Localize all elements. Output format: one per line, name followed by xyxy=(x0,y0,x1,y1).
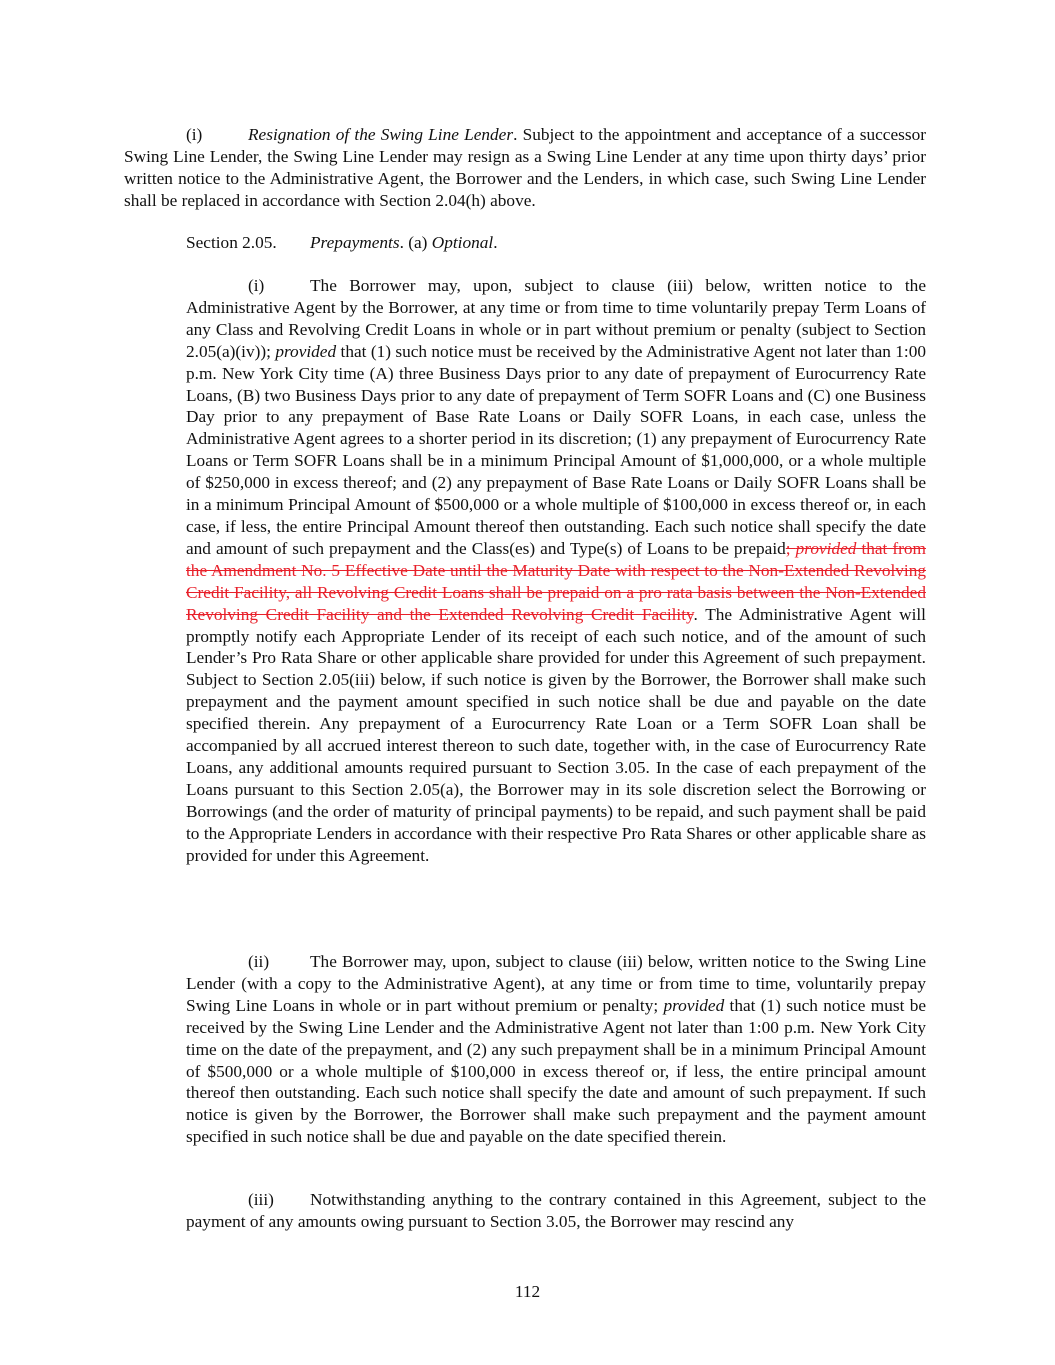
paragraph-body: . Subject to the appointment and acceptance of a successor Swing Line Lender, the Swing Line Lender may resign as a Swing Line Lender at any time upon thirty days’ prior written notice to the Administrative Agent, the Borrower and the Lenders, in which case, such Swing Line Lender shall be replaced in accordance with Section 2.04(h) above. xyxy=(124,125,926,210)
provided-term: provided xyxy=(275,341,337,361)
subparagraph-text: . The Administrative Agent will promptly notify each Appropriate Lender of its receipt of each such notice, and of the amount of such Lender’s Pro Rata Share or other applicable share provided for under this Agreement of such prepayment. Subject to Section 2.05(iii) below, if such notice is given by the Borrower, the Borrower shall make such prepayment and the payment amount specified in such notice shall be due and payable on the date specified therein. Any prepayment of a Eurocurrency Rate Loan or a Term SOFR Loan shall be accompanied by all accrued interest thereon to such date, together with, in the case of Eurocurrency Rate Loans, any additional amounts required pursuant to Section 3.05. In the case of each prepayment of the Loans pursuant to this Section 2.05(a), the Borrower may in its sole discretion select the Borrowing or Borrowings (and the order of maturity of principal payments) to be repaid, and such payment shall be paid to the Appropriate Lenders in accordance with their respective Pro Rata Shares or other applicable share as provided for under this Agreement. xyxy=(186,604,926,865)
section-separator: . (a) xyxy=(399,233,432,252)
subparagraph-text: The Borrower may, upon, subject to clause (iii) below, written notice to the Administrative Agent by the Borrower, at any time or from time to time voluntarily prepay Term Loans of any Class and Revolving Credit Loans in whole or in part without premium or penalty (subject to Section 2.05(a)(iv)); xyxy=(186,276,926,361)
subparagraph-iii-rescission xyxy=(186,1189,926,1233)
subparagraph-text: Notwithstanding anything to the contrary contained in this Agreement, subject to the payment of any amounts owing pursuant to Section 3.05, the Borrower may rescind any xyxy=(186,1190,926,1231)
section-number: Section 2.05. xyxy=(186,233,277,252)
subparagraph-i-optional-prepayment xyxy=(186,275,926,866)
subparagraph-text: The Borrower may, upon, subject to clause (iii) below, written notice to the Swing Line Lender (with a copy to the Administrative Agent), at any time or from time to time, voluntarily prepay Swing Line Loans in whole or in part without premium or penalty; xyxy=(186,952,926,1015)
paragraph-title: Resignation of the Swing Line Lender xyxy=(248,125,514,144)
section-heading xyxy=(186,232,926,254)
paragraph-number: (i) xyxy=(186,125,203,144)
subparagraph-number: (ii) xyxy=(248,952,270,971)
subparagraph-text: that (1) such notice must be received by the Swing Line Lender and the Administrative Agent not later than 1:00 p.m. New York City time on the date of the prepayment, and (2) any such prepayment shall be in a minimum Principal Amount of $500,000 or a whole multiple of $100,000 in excess thereof or, if less, the entire principal amount thereof then outstanding. Each such notice shall specify the date and amount of such prepayment. If such notice is given by the Borrower, the Borrower shall make such prepayment and the payment amount specified in such notice shall be due and payable on the date specified therein. xyxy=(186,995,926,1147)
section-end: . xyxy=(493,233,498,252)
subparagraph-text: that (1) such notice must be received by the Administrative Agent not later than 1:00 p.m. New York City time (A) three Business Days prior to any date of prepayment of Eurocurrency Rate Loans, (B) two Business Days prior to any date of prepayment of Term SOFR Loans and (C) one Business Day prior to any prepayment of Base Rate Loans or Daily SOFR Loans, in each case, unless the Administrative Agent agrees to a shorter period in its discretion; (1) any prepayment of Eurocurrency Rate Loans or Term SOFR Loans shall be in a minimum Principal Amount of $1,000,000, or a whole multiple of $250,000 in excess thereof; and (2) any prepayment of Base Rate Loans or Daily SOFR Loans shall be in a minimum Principal Amount of $500,000 or a whole multiple of $100,000 in excess thereof or, in each case, if less, the entire Principal Amount thereof then outstanding. Each such notice shall specify the date and amount of such prepayment and the Class(es) and Type(s) of Loans to be prepaid xyxy=(186,341,927,558)
deleted-text: ; xyxy=(785,538,796,558)
page-number: 112 xyxy=(514,1282,541,1301)
paragraph-i-swing-line-resignation xyxy=(124,124,926,212)
subparagraph-number: (iii) xyxy=(248,1190,274,1209)
subparagraph-ii-swing-line-prepayment xyxy=(186,951,926,1148)
deleted-provided-term: provided xyxy=(795,538,857,558)
deleted-text: that from the Amendment No. 5 Effective Date until the Maturity Date with respect to the Non-Extended Revolving Credit Facility, all Revolving Credit Loans shall be prepaid on a pro rata basis between the Non-Extended Revolving Credit Facility and the Extended Revolving Credit Facility xyxy=(186,538,926,624)
section-title: Prepayments xyxy=(310,233,400,252)
section-subtitle: Optional xyxy=(431,233,494,252)
provided-term: provided xyxy=(663,995,725,1015)
subparagraph-number: (i) xyxy=(248,276,265,295)
